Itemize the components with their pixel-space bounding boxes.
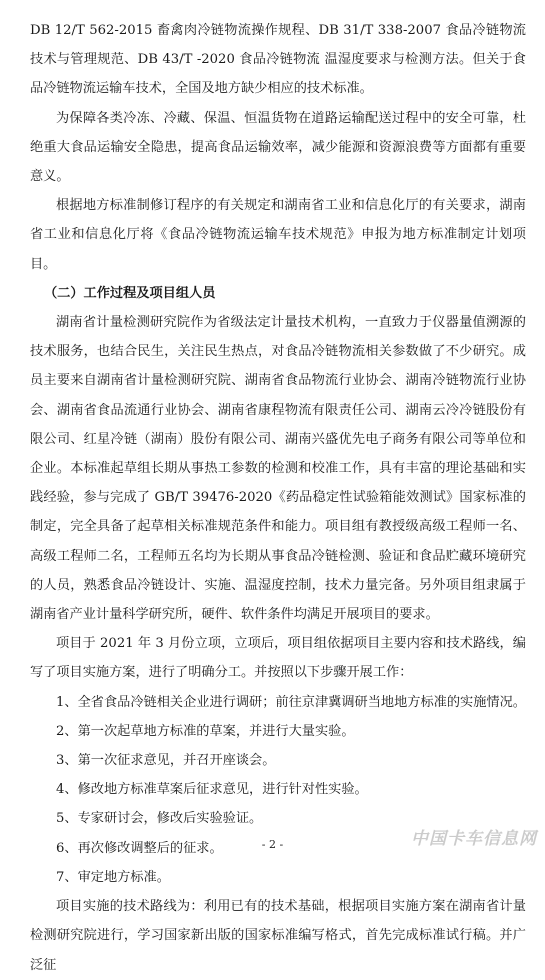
paragraph-significance: 为保障各类冷冻、冷藏、保温、恒温货物在道路运输配送过程中的安全可靠，杜绝重大食品运输安全隐患，提高食品运输效率，减少能源和资源浪费等方面都有重要意义。 (30, 110, 526, 185)
step-item: 2、第一次起草地方标准的草案，并进行大量实验。 (56, 723, 355, 739)
paragraph-team-members: 湖南省计量检测研究院作为省级法定计量技术机构，一直致力于仪器量值溯源的技术服务，也结合民生，关注民生热点，对食品冷链物流相关参数做了不少研究。成员主要来自湖南省计量检测研究院、湖南省食品物流行业协会、湖南冷链物流行业协会、湖南省食品流通行业协会、湖南省康程物流有限责任公司、湖南云冷冷链股份有限公司、红星冷链（湖南）股份有限公司、湖南兴盛优先电子商务有限公司等单位和企业。本标准起草组长期从事热工参数的检测和校准工作，具有丰富的理论基础和实践经验，参与完成了 GB/T 39476-2020《药品稳定性试验箱能效测试》国家标准的制定，完全具备了起草相关标准规范条件和能力。项目组有教授级高级工程师一名、高级工程师二名，工程师五名均为长期从事食品冷链检测、验证和食品贮藏环境研究的人员，熟悉食品冷链设计、实施、温湿度控制，技术力量完备。另外项目组隶属于湖南省产业计量科学研究所，硬件、软件条件均满足开展项目的要求。 (30, 315, 526, 623)
paragraph-project-start: 项目于 2021 年 3 月份立项，立项后，项目组依据项目主要内容和技术路线，编写了项目实施方案，进行了明确分工。并按照以下步骤开展工作： (30, 636, 526, 681)
step-item: 7、审定地方标准。 (56, 869, 170, 885)
step-item: 4、修改地方标准草案后征求意见，进行针对性实验。 (56, 782, 368, 798)
section-heading: （二）工作过程及项目组人员 (44, 285, 216, 301)
page-number: - 2 - (261, 838, 284, 851)
paragraph-project-application: 根据地方标准制修订程序的有关规定和湖南省工业和信息化厅的有关要求，湖南省工业和信息化厅将《食品冷链物流运输车技术规范》申报为地方标准制定计划项目。 (30, 198, 526, 272)
step-item: 3、第一次征求意见，并召开座谈会。 (56, 753, 276, 769)
step-item: 6、再次修改调整后的征求。 (56, 840, 223, 856)
paragraph-technical-route: 项目实施的技术路线为：利用已有的技术基础，根据项目实施方案在湖南省计量检测研究院进行，学习国家新出版的国家标准编写格式，首先完成标准试行稿。并广泛征 (30, 899, 526, 973)
paragraph-standards-list: DB 12/T 562-2015 畜禽肉冷链物流操作规程、DB 31/T 338-2007 食品冷链物流技术与管理规范、DB 43/T -2020 食品冷链物流 温湿度要求与检测方法。但关于食品冷链物流运输车技术，全国及地方缺少相应的技术标准。 (30, 23, 526, 97)
step-item: 1、全省食品冷链相关企业进行调研；前往京津冀调研当地地方标准的实施情况。 (56, 694, 526, 710)
step-item: 5、专家研讨会，修改后实验验证。 (56, 811, 263, 827)
watermark-logo: 中国卡车信息网 (411, 829, 537, 849)
